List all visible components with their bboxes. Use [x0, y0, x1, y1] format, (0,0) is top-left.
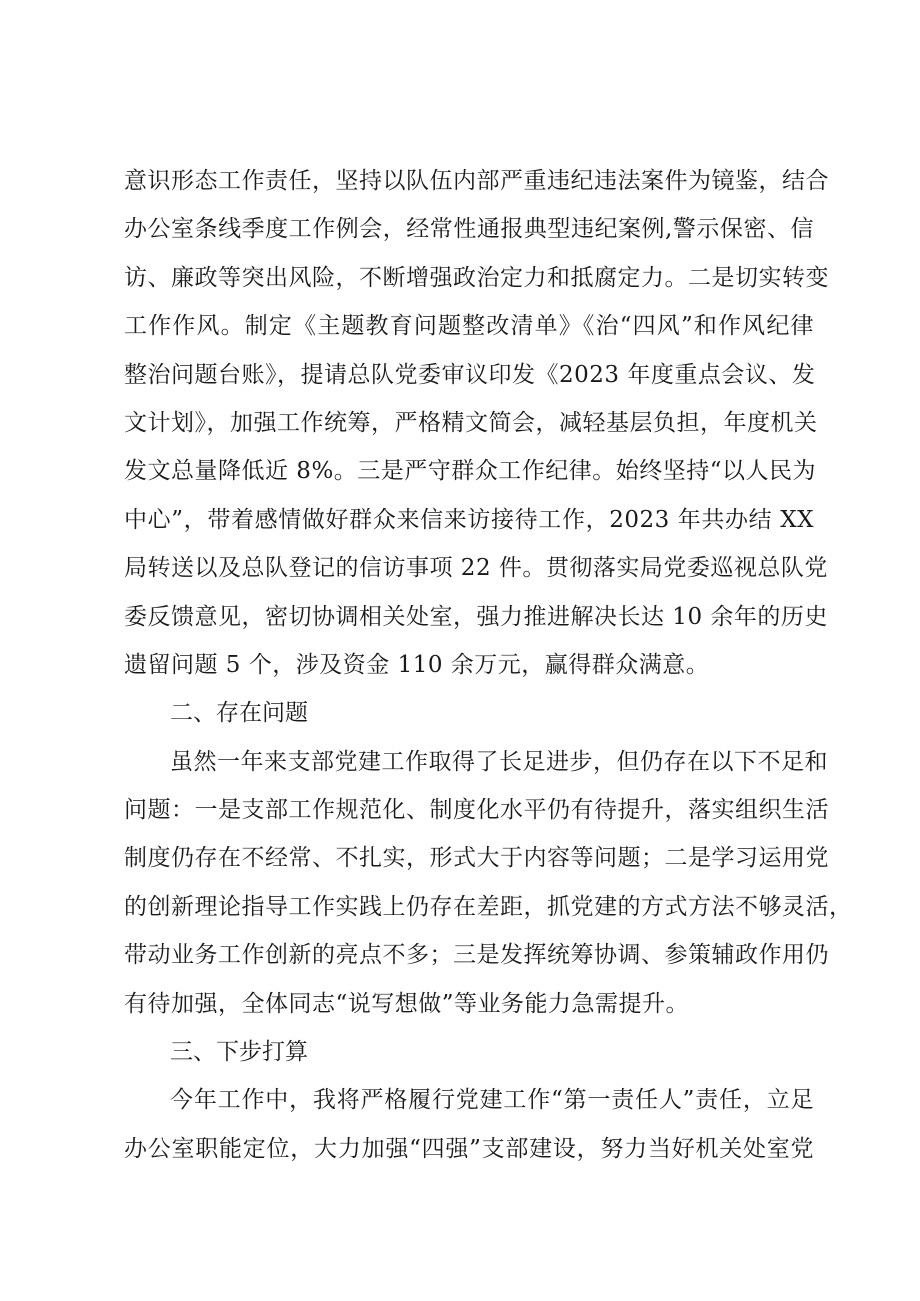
document-body: [124, 157, 853, 1173]
text-line: 办公室职能定位，大力加强“四强”支部建设，努力当好机关处室党: [124, 1135, 814, 1162]
text-line: 工作作风。制定《主题教育问题整改清单》《治“四风”和作风纪律: [124, 313, 814, 340]
text-line: 委反馈意见，密切协调相关处室，强力推进解决长达 10 余年的历史: [124, 603, 828, 630]
paragraph-next-steps: [124, 1076, 814, 1173]
section-heading-problems: 二、存在问题: [170, 700, 308, 727]
text-line: 文计划》，加强工作统筹，严格精文简会，减轻基层负担，年度机关: [124, 409, 818, 436]
text-line: 今年工作中，我将严格履行党建工作“第一责任人”责任，立足: [170, 1087, 814, 1114]
text-line: 遗留问题 5 个，涉及资金 110 余万元，赢得群众满意。: [124, 651, 710, 678]
text-line: 局转送以及总队登记的信访事项 22 件。贯彻落实局党委巡视总队党: [124, 555, 828, 582]
text-line: 有待加强，全体同志“说写想做”等业务能力急需提升。: [124, 990, 690, 1017]
text-line: 问题：一是支部工作规范化、制度化水平仍有待提升，落实组织生活: [124, 797, 829, 824]
text-line: 中心”，带着感情做好群众来信来访接待工作，2023 年共办结 XX: [124, 506, 814, 533]
text-line: 访、廉政等突出风险，不断增强政治定力和抵腐定力。二是切实转变: [124, 264, 829, 291]
text-line: 带动业务工作创新的亮点不多；三是发挥统筹协调、参策辅政作用仍: [124, 942, 829, 969]
text-line: 虽然一年来支部党建工作取得了长足进步，但仍存在以下不足和: [170, 748, 828, 775]
text-line: 制度仍存在不经常、不扎实，形式大于内容等问题；二是学习运用党: [124, 845, 829, 872]
paragraph-problems: [124, 738, 853, 1028]
section-heading-next-steps: 三、下步打算: [170, 1039, 308, 1066]
text-line: 整治问题台账》，提请总队党委审议印发《2023 年度重点会议、发: [124, 361, 816, 388]
text-line: 的创新理论指导工作实践上仍存在差距，抓党建的方式方法不够灵活，: [124, 893, 853, 920]
text-line: 办公室条线季度工作例会，经常性通报典型违纪案例,警示保密、信: [124, 216, 814, 243]
text-line: 发文总量降低近 8%。三是严守群众工作纪律。始终坚持“以人民为: [124, 458, 817, 485]
paragraph-party-discipline: [124, 157, 829, 689]
text-line: 意识形态工作责任，坚持以队伍内部严重违纪违法案件为镜鉴，结合: [124, 168, 829, 194]
